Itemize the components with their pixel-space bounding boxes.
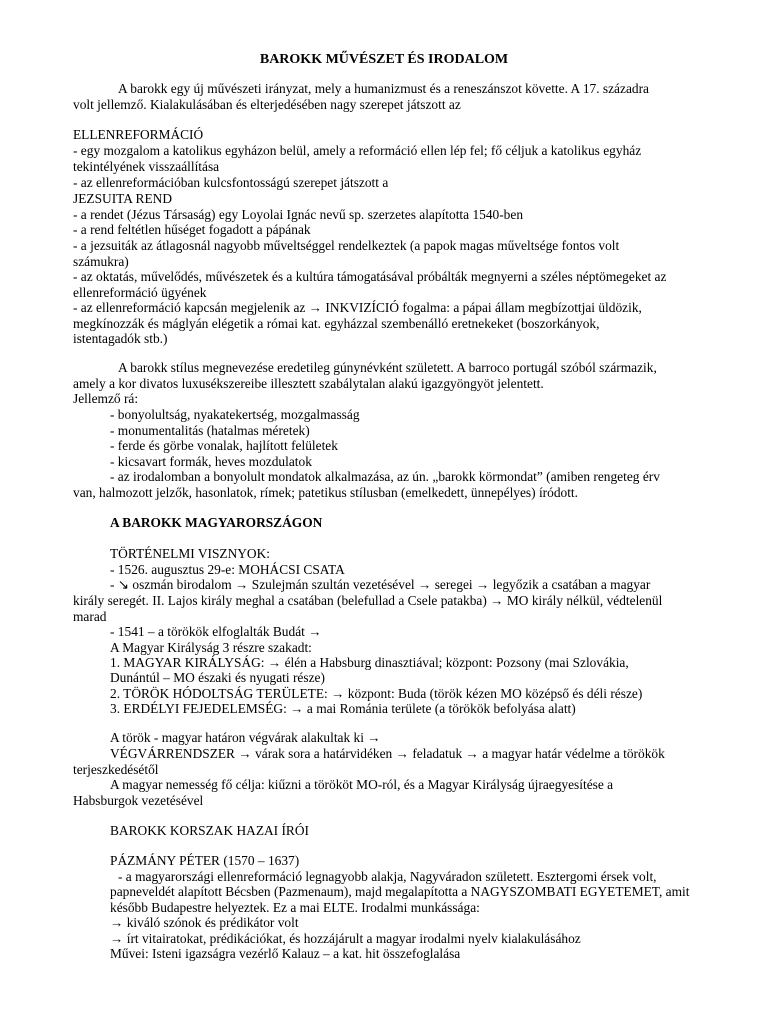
text-line: ellenreformáció ügyének [73,285,207,300]
text-line: Habsburgok vezetésével [73,793,204,808]
list-item: - 1541 – a törökök elfoglalták Budát → [110,624,322,639]
section-heading: A BAROKK MAGYARORSZÁGON [110,515,323,530]
text-line: A barokk stílus megnevezése eredetileg gúnynévként született. A barroco portugál szóból származik, [118,360,657,375]
text-line: Dunántúl – MO északi és nyugati része) [110,670,325,685]
list-item: 2. TÖRÖK HÓDOLTSÁG TERÜLETE: → központ: Buda (török kézen MO középső és déli része) [110,686,643,701]
text-line: számukra) [73,254,129,269]
text-line: - az ellenreformációban kulcsfontosságú szerepet játszott a [73,175,389,190]
text-line: A magyar nemesség fő célja: kiűzni a törököt MO-ról, és a Magyar Királyság újraegyesítése a [110,777,614,792]
text-line: VÉGVÁRRENDSZER → várak sora a határvidéken → feladatuk → a magyar határ védelme a törökök [110,746,665,761]
text-line: Jellemző rá: [73,391,139,406]
text-line: - a rend feltétlen hűséget fogadott a pápának [73,222,311,237]
text-line: - egy mozgalom a katolikus egyházon belül, amely a reformáció ellen lép fel; fő céljuk a katolikus egyház [73,143,642,158]
text-line: A török - magyar határon végvárak alakultak ki → [110,730,381,745]
text-line: megkínozzák és máglyán elégetik a római kat. egyházzal szembenálló eretnekeket (boszorkányok, [73,316,600,331]
text-line: papneveldét alapított Bécsben (Pazmenaum), majd megalapította a NAGYSZOMBATI EGYETEMET, amit [110,884,690,899]
text-line: A barokk egy új művészeti irányzat, mely a humanizmust és a reneszánszot követte. A 17. századra [118,81,649,96]
text-line: - a jezsuiták az átlagosnál nagyobb műveltséggel rendelkeztek (a papok magas műveltsége fontos volt [73,238,620,253]
text-line: volt jellemző. Kialakulásában és elterjedésében nagy szerepet játszott az [73,97,461,112]
section-heading: JEZSUITA REND [73,191,172,206]
list-item: → kiváló szónok és prédikátor volt [110,915,299,930]
list-item: - ↘ oszmán birodalom → Szulejmán szultán vezetésével → seregei → legyőzik a csatában a magyar [110,577,651,592]
section-heading: ELLENREFORMÁCIÓ [73,127,204,142]
text-line: van, halmozott jelzők, hasonlatok, rímek; patetikus stílusban (emelkedett, ünnepélyes) íródott. [73,485,578,500]
text-line: - az ellenreformáció kapcsán megjelenik az → INKVIZÍCIÓ fogalma: a pápai állam megbízottjai üldözik, [73,300,642,315]
document-title: BAROKK MŰVÉSZET ÉS IRODALOM [259,52,509,67]
text-line: király seregét. II. Lajos király meghal a csatában (belefullad a Csele patakba) → MO király nélkül, védtelenül [73,593,663,608]
section-heading: BAROKK KORSZAK HAZAI ÍRÓI [110,823,309,838]
text-line: - a magyarországi ellenreformáció legnagyobb alakja, Nagyváradon született. Esztergomi érsek volt, [118,869,657,884]
list-item: - kicsavart formák, heves mozdulatok [110,454,312,469]
list-item: - monumentalitás (hatalmas méretek) [110,423,310,438]
text-line: terjeszkedésétől [73,762,159,777]
subsection-heading: PÁZMÁNY PÉTER (1570 – 1637) [110,853,300,868]
list-item: 1. MAGYAR KIRÁLYSÁG: → élén a Habsburg dinasztiával; központ: Pozsony (mai Szlovákia, [110,655,629,670]
list-item: - ferde és görbe vonalak, hajlított felületek [110,438,338,453]
text-line: - a rendet (Jézus Társaság) egy Loyolai Ignác nevű sp. szerzetes alapította 1540-ben [73,207,524,222]
text-line: istentagadók stb.) [73,331,168,346]
text-line: később Budapestre helyeztek. Ez a mai ELTE. Irodalmi munkássága: [110,900,480,915]
list-item: - az irodalomban a bonyolult mondatok alkalmazása, az ún. „barokk körmondat” (amiben rengeteg érv [110,469,660,484]
list-item: 3. ERDÉLYI FEJEDELEMSÉG: → a mai Románia területe (a törökök befolyása alatt) [110,701,576,716]
text-line: - az oktatás, művelődés, művészetek és a kultúra támogatásával próbálták megnyerni a széles néptömegeket az [73,269,667,284]
text-line: marad [73,609,107,624]
list-item: → írt vitairatokat, prédikációkat, és hozzájárult a magyar irodalmi nyelv kialakulásához [110,931,581,946]
list-item: - bonyolultság, nyakatekertség, mozgalmasság [110,407,360,422]
text-line: amely a kor divatos luxusékszereibe illesztett szabálytalan alakú igazgyöngyöt jelentett. [73,376,544,391]
text-line: tekintélyének visszaállítása [73,159,220,174]
subsection-heading: TÖRTÉNELMI VISZNYOK: [110,546,270,561]
text-line: A Magyar Királyság 3 részre szakadt: [110,640,312,655]
list-item: - 1526. augusztus 29-e: MOHÁCSI CSATA [110,562,345,577]
text-line: Művei: Isteni igazságra vezérlő Kalauz – a kat. hit összefoglalása [110,946,461,961]
